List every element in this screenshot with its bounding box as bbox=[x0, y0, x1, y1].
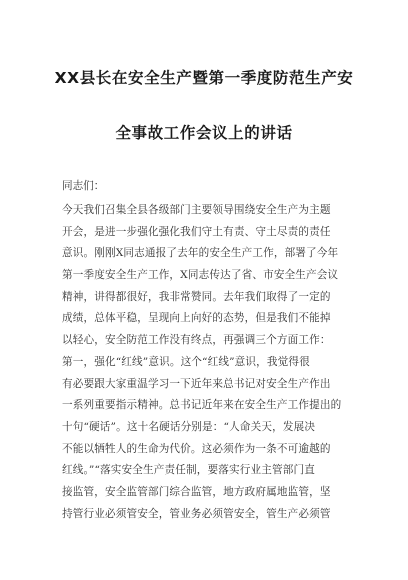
body-line: 不能以牺牲人的生命为代价。这必须作为一条不可逾越的 bbox=[62, 442, 331, 455]
body-line: 持管行业必须管安全，管业务必须管安全，管生产必须管 bbox=[62, 507, 331, 520]
body-paragraph bbox=[62, 200, 352, 525]
body-line: 意识。刚刚X同志通报了去年的安全生产工作，部署了今年 bbox=[62, 247, 339, 260]
document-title-line-1: XX县长在安全生产暨第一季度防范生产安 bbox=[54, 69, 354, 87]
salutation: 同志们： bbox=[62, 180, 105, 192]
document-title-line-2: 全事故工作会议上的讲话 bbox=[115, 124, 293, 142]
body-line: 十句“硬话”。这十名硬话分别是：“人命关天，发展决 bbox=[62, 420, 316, 433]
body-line: 有必要跟大家重温学习一下近年来总书记对安全生产作出 bbox=[62, 377, 331, 390]
body-line: 精神，讲得都很好，我非常赞同。去年我们取得了一定的 bbox=[62, 290, 331, 303]
body-line: 接监管，安全监管部门综合监管，地方政府属地监管，坚 bbox=[62, 485, 331, 498]
body-line: 今天我们召集全县各级部门主要领导围绕安全生产为主题 bbox=[62, 204, 331, 216]
body-line: 开会，是进一步强化强化我们守土有责、守土尽责的责任 bbox=[62, 225, 331, 238]
body-line: 第一，强化“红线”意识。这个“红线”意识，我觉得很 bbox=[62, 355, 310, 368]
body-line: 以轻心，安全防范工作没有终点，再强调三个方面工作： bbox=[62, 334, 331, 347]
body-line: 一系列重要指示精神。总书记近年来在安全生产工作提出的 bbox=[62, 399, 342, 412]
body-line: 成绩，总体平稳，呈现向上向好的态势，但是我们不能掉 bbox=[62, 312, 331, 325]
body-line: 第一季度安全生产工作，X同志传达了省、市安全生产会议 bbox=[62, 269, 339, 282]
body-line: 红线。”“落实安全生产责任制，要落实行业主管部门直 bbox=[62, 464, 315, 477]
